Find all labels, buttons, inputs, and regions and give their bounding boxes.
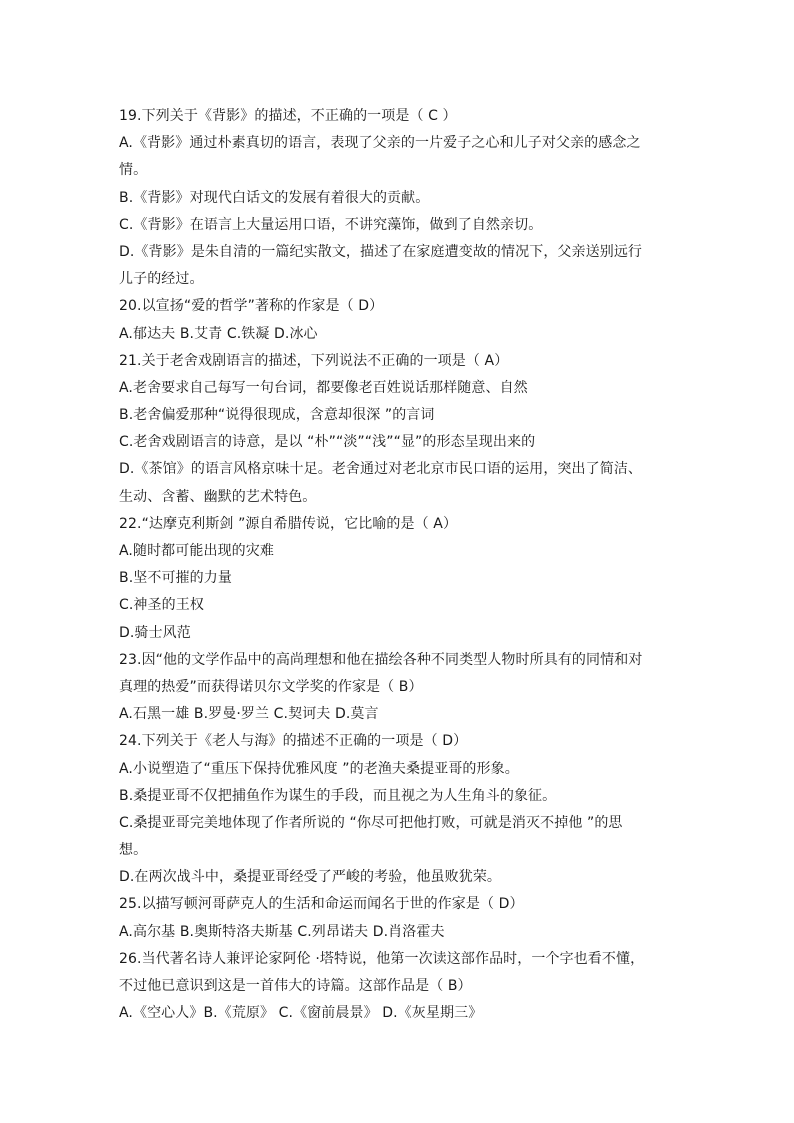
- q23-stem: 23.因“他的文学作品中的高尚理想和他在描绘各种不同类型人物时所具有的同情和对: [119, 651, 643, 668]
- q19-option-d-cont: 儿子的经过。: [119, 271, 204, 288]
- document-body: [119, 103, 679, 1027]
- q19-stem: 19.下列关于《背影》的描述，不正确的一项是（ C ）: [119, 108, 457, 124]
- q21-option-d: D.《茶馆》的语言风格京味十足。老舍通过对老北京市民口语的运用，突出了简洁、: [119, 461, 643, 478]
- q23-options: A.石黑一雄 B.罗曼·罗兰 C.契诃夫 D.莫言: [119, 706, 379, 723]
- q22-option-c: C.神圣的王权: [119, 597, 204, 614]
- q26-options: A.《空心人》B.《荒原》 C.《窗前晨景》 D.《灰星期三》: [119, 1005, 483, 1022]
- q19-option-d: D.《背影》是朱自清的一篇纪实散文，描述了在家庭遭变故的情况下，父亲送别远行: [119, 243, 643, 260]
- q19-option-c: C.《背影》在语言上大量运用口语，不讲究藻饰，做到了自然亲切。: [119, 216, 543, 233]
- q23-stem-cont: 真理的热爱”而获得诺贝尔文学奖的作家是（ B）: [119, 678, 423, 695]
- q22-option-b: B.坚不可摧的力量: [119, 570, 232, 587]
- q24-option-d: D.在两次战斗中，桑提亚哥经受了严峻的考验，他虽败犹荣。: [119, 869, 502, 886]
- q21-option-b: B.老舍偏爱那种“说得很现成，含意却很深 ”的言词: [119, 407, 435, 424]
- q21-stem: 21.关于老舍戏剧语言的描述，下列说法不正确的一项是（ A）: [119, 352, 509, 369]
- q26-stem-cont: 不过他已意识到这是一首伟大的诗篇。这部作品是（ B）: [119, 978, 472, 994]
- q22-stem: 22.“达摩克利斯剑 ”源自希腊传说，它比喻的是（ A）: [119, 515, 458, 532]
- q24-option-c-cont: 想。: [119, 842, 148, 859]
- q22-option-a: A.随时都可能出现的灾难: [119, 543, 274, 559]
- q26-stem: 26.当代著名诗人兼评论家阿伦 ·塔特说，他第一次读这部作品时，一个字也看不懂，: [119, 950, 645, 967]
- q21-option-a: A.老舍要求自己每写一句台词，都要像老百姓说话那样随意、自然: [119, 379, 528, 396]
- q25-options: A.高尔基 B.奥斯特洛夫斯基 C.列昂诺夫 D.肖洛霍夫: [119, 923, 445, 940]
- q20-stem: 20.以宣扬“爱的哲学”著称的作家是（ D）: [119, 298, 384, 315]
- q24-option-a: A.小说塑造了“重压下保持优雅风度 ”的老渔夫桑提亚哥的形象。: [119, 760, 519, 777]
- q19-option-a-cont: 情。: [119, 162, 148, 179]
- q24-option-b: B.桑提亚哥不仅把捕鱼作为谋生的手段，而且视之为人生角斗的象征。: [119, 787, 557, 804]
- q24-option-c: C.桑提亚哥完美地体现了作者所说的 “你尽可把他打败，可就是消灭不掉他 ”的思: [119, 814, 623, 831]
- q21-option-d-cont: 生动、含蓄、幽默的艺术特色。: [119, 488, 317, 505]
- q20-options: A.郁达夫 B.艾青 C.铁凝 D.冰心: [119, 325, 318, 342]
- q21-option-c: C.老舍戏剧语言的诗意，是以 “朴”“淡”“浅”“显”的形态呈现出来的: [119, 434, 536, 451]
- q19-option-a: A.《背影》通过朴素真切的语言，表现了父亲的一片爱子之心和儿子对父亲的感念之: [119, 135, 641, 152]
- q22-option-d: D.骑士风范: [119, 624, 191, 641]
- q25-stem: 25.以描写顿河哥萨克人的生活和命运而闻名于世的作家是（ D）: [119, 896, 524, 913]
- q24-stem: 24.下列关于《老人与海》的描述不正确的一项是（ D）: [119, 733, 468, 750]
- q19-option-b: B.《背影》对现代白话文的发展有着很大的贡献。: [119, 189, 430, 206]
